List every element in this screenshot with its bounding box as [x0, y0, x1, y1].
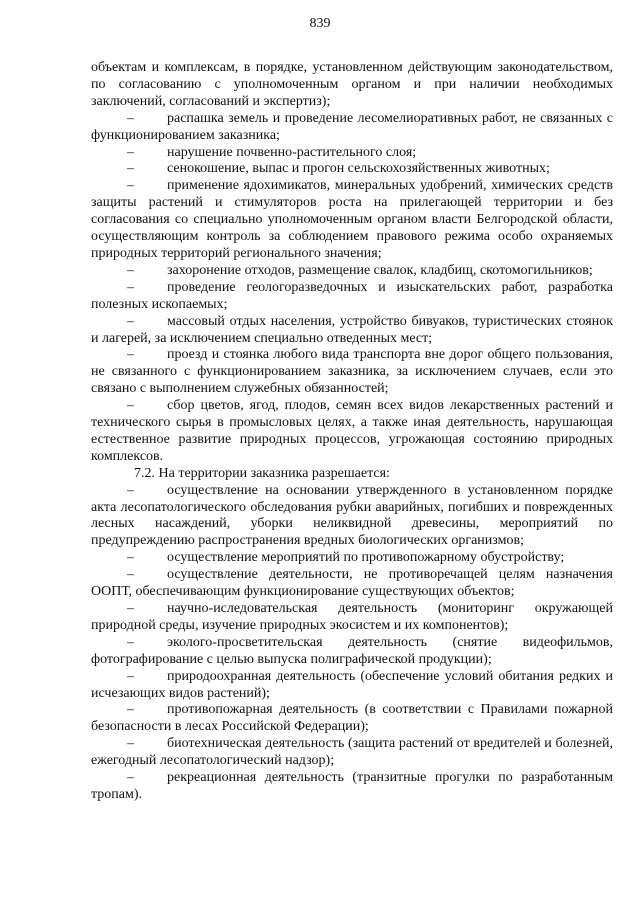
list-item: [91, 635, 613, 669]
list-dash: –: [127, 347, 134, 363]
list-item: [91, 669, 613, 703]
list-item: [91, 736, 613, 770]
list-dash: –: [127, 313, 134, 329]
document-body: [91, 60, 613, 804]
list-dash: –: [127, 144, 134, 160]
list-item: [91, 567, 613, 601]
list-dash: –: [127, 770, 134, 786]
paragraph-text: осуществление мероприятий по противопожарному обустройству;: [167, 550, 565, 566]
list-dash: –: [127, 482, 134, 498]
paragraph-text: распашка земель и проведение лесомелиоративных работ, не связанных с функционированием заказника;: [91, 110, 613, 143]
list-item: [91, 398, 613, 466]
paragraph-text: осуществление на основании утвержденного в установленном порядке акта лесопатологического обследования рубки аварийных, погибших и поврежденных лесных насаждений, уборки неликвидной древесины, мероприятий по предупреждению распространения вредных биологических организмов;: [91, 482, 613, 549]
paragraph-text: применение ядохимикатов, минеральных удобрений, химических средств защиты растений и стимуляторов роста на прилегающей территории и без согласования со специально уполномоченным органом власти Белгородской области, осуществляющим контроль за соблюдением правового режима особо охраняемых природных территорий регионального значения;: [91, 178, 613, 261]
paragraph-text: эколого-просветительская деятельность (снятие видеофильмов, фотографирование с целью выпуска полиграфической продукции);: [91, 634, 613, 667]
page-number: 839: [309, 16, 331, 31]
list-item: [91, 550, 613, 567]
list-dash: –: [127, 550, 134, 566]
list-dash: –: [127, 161, 134, 177]
paragraph-text: сенокошение, выпас и прогон сельскохозяйственных животных;: [167, 161, 550, 177]
paragraph-text: осуществление деятельности, не противоречащей целям назначения ООПТ, обеспечивающим функционирование существующих объектов;: [91, 567, 613, 600]
paragraph-text: природоохранная деятельность (обеспечение условий обитания редких и исчезающих видов растений);: [91, 668, 613, 701]
list-item: [91, 601, 613, 635]
list-item: [91, 702, 613, 736]
paragraph-text: захоронение отходов, размещение свалок, кладбищ, скотомогильников;: [167, 262, 593, 278]
list-dash: –: [127, 736, 134, 752]
list-dash: –: [127, 398, 134, 414]
list-dash: –: [127, 262, 134, 278]
list-item: [91, 145, 613, 162]
paragraph-text: массовый отдых населения, устройство бивуаков, туристических стоянок и лагерей, за исключением специально отведенных мест;: [91, 313, 613, 346]
paragraph-text: объектам и комплексам, в порядке, установленном действующим законодательством, по согласованию с уполномоченным органом и при наличии необходимых заключений, согласований и экспертиз);: [91, 60, 613, 109]
list-dash: –: [127, 601, 134, 616]
list-dash: –: [127, 178, 134, 194]
paragraph-text: 7.2. На территории заказника разрешается:: [134, 465, 390, 481]
paragraph-text: проведение геологоразведочных и изыскательских работ, разработка полезных ископаемых;: [91, 279, 613, 312]
paragraph-text: биотехническая деятельность (защита растений от вредителей и болезней, ежегодный лесопатологический надзор);: [91, 736, 613, 769]
list-item: [91, 161, 613, 178]
paragraph-text: рекреационная деятельность (транзитные прогулки по разработанным тропам).: [91, 770, 613, 802]
paragraph-text: проезд и стоянка любого вида транспорта вне дорог общего пользования, не связанного с функционированием заказника, за исключением случаев, если это связано с выполнением служебных обязанностей;: [91, 347, 613, 397]
list-dash: –: [127, 110, 134, 126]
list-item: [91, 280, 613, 314]
list-item: [91, 483, 613, 551]
paragraph-text: сбор цветов, ягод, плодов, семян всех видов лекарственных растений и технического сырья в промысловых целях, а также иная деятельность, нарушающая естественное развитие природных процессов, угрожающая состоянию природных комплексов.: [91, 398, 613, 464]
paragraph-text: научно-иследовательская деятельность (мониторинг окружающей природной среды, изучение природных экосистем и их компонентов);: [91, 601, 613, 633]
list-dash: –: [127, 634, 134, 650]
list-item: [91, 263, 613, 280]
list-item: [91, 770, 613, 804]
list-item: [91, 111, 613, 145]
paragraph-text: противопожарная деятельность (в соответствии с Правилами пожарной безопасности в лесах Российской Федерации);: [91, 702, 613, 735]
list-dash: –: [127, 279, 134, 295]
list-item: [91, 347, 613, 398]
paragraph: [91, 60, 613, 111]
list-item: [91, 178, 613, 263]
list-dash: –: [127, 668, 134, 684]
paragraph-text: нарушение почвенно-растительного слоя;: [167, 144, 417, 160]
list-item: [91, 314, 613, 348]
section-heading: [91, 466, 613, 483]
list-dash: –: [127, 567, 134, 583]
list-dash: –: [127, 702, 134, 718]
